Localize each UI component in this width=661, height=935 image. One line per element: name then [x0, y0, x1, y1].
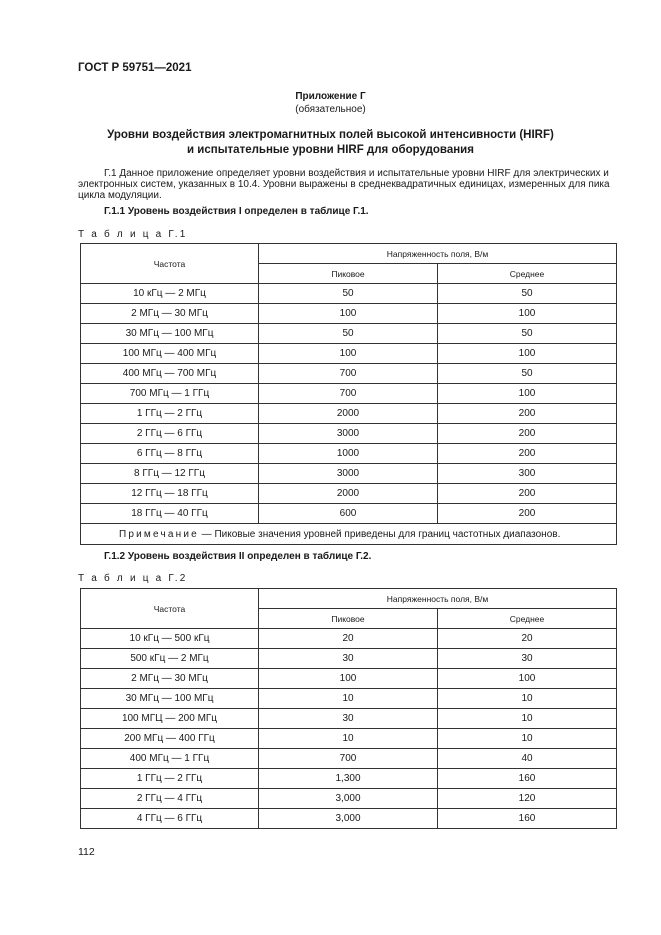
frequency-cell: 6 ГГц — 8 ГГц: [81, 444, 259, 464]
table-row: [81, 669, 617, 689]
frequency-cell: 8 ГГц — 12 ГГц: [81, 464, 259, 484]
average-cell: 200: [438, 484, 617, 504]
frequency-cell: 1 ГГц — 2 ГГц: [81, 769, 259, 789]
average-cell: 160: [438, 809, 617, 829]
page-number: 112: [78, 846, 95, 858]
average-cell: 200: [438, 444, 617, 464]
table1-header-frequency: Частота: [81, 244, 259, 284]
intro-line3: цикла модуляции.: [78, 190, 162, 201]
peak-cell: 2000: [259, 484, 438, 504]
peak-cell: 600: [259, 504, 438, 524]
average-cell: 200: [438, 404, 617, 424]
table-row: [81, 364, 617, 384]
table-row: [81, 324, 617, 344]
frequency-cell: 4 ГГц — 6 ГГц: [81, 809, 259, 829]
peak-cell: 100: [259, 344, 438, 364]
frequency-cell: 700 МГц — 1 ГГц: [81, 384, 259, 404]
frequency-cell: 30 МГц — 100 МГц: [81, 689, 259, 709]
table1-header-field-strength: Напряженность поля, В/м: [259, 244, 617, 264]
peak-cell: 20: [259, 629, 438, 649]
frequency-cell: 2 МГц — 30 МГц: [81, 304, 259, 324]
peak-cell: 3,000: [259, 789, 438, 809]
frequency-cell: 200 МГц — 400 ГГц: [81, 729, 259, 749]
intro-line1: Г.1 Данное приложение определяет уровни воздействия и испытательные уровни HIRF для электрических и: [104, 168, 609, 179]
table-row: [81, 404, 617, 424]
peak-cell: 3,000: [259, 809, 438, 829]
frequency-cell: 2 ГГц — 6 ГГц: [81, 424, 259, 444]
peak-cell: 10: [259, 689, 438, 709]
table-row: [81, 444, 617, 464]
peak-cell: 1,300: [259, 769, 438, 789]
average-cell: 20: [438, 629, 617, 649]
frequency-cell: 500 кГц — 2 МГц: [81, 649, 259, 669]
table-row: [81, 709, 617, 729]
table2-header-frequency: Частота: [81, 589, 259, 629]
table-row: [81, 629, 617, 649]
average-cell: 30: [438, 649, 617, 669]
average-cell: 50: [438, 284, 617, 304]
table-row: [81, 729, 617, 749]
frequency-cell: 30 МГц — 100 МГц: [81, 324, 259, 344]
peak-cell: 3000: [259, 424, 438, 444]
frequency-cell: 12 ГГц — 18 ГГц: [81, 484, 259, 504]
frequency-cell: 10 кГц — 2 МГц: [81, 284, 259, 304]
average-cell: 100: [438, 344, 617, 364]
average-cell: 10: [438, 729, 617, 749]
table1-header-peak: Пиковое: [259, 264, 438, 284]
peak-cell: 700: [259, 384, 438, 404]
table-row: [81, 789, 617, 809]
average-cell: 10: [438, 689, 617, 709]
peak-cell: 50: [259, 284, 438, 304]
table2-body: [81, 629, 617, 829]
table1-caption: Т а б л и ц а Г.1: [78, 229, 188, 240]
frequency-cell: 400 МГц — 700 МГц: [81, 364, 259, 384]
frequency-cell: 100 МГц — 400 МГц: [81, 344, 259, 364]
table1: [80, 243, 617, 545]
table-row: [81, 484, 617, 504]
table1-header-average: Среднее: [438, 264, 617, 284]
average-cell: 40: [438, 749, 617, 769]
table-row: [81, 649, 617, 669]
section1-heading: Г.1.1 Уровень воздействия I определен в таблице Г.1.: [104, 206, 369, 217]
peak-cell: 100: [259, 304, 438, 324]
average-cell: 200: [438, 504, 617, 524]
table2: [80, 588, 617, 829]
table-row: [81, 749, 617, 769]
peak-cell: 2000: [259, 404, 438, 424]
table-row: [81, 384, 617, 404]
frequency-cell: 1 ГГц — 2 ГГц: [81, 404, 259, 424]
appendix-title-line1: Уровни воздействия электромагнитных полей высокой интенсивности (HIRF): [107, 129, 554, 141]
frequency-cell: 10 кГц — 500 кГц: [81, 629, 259, 649]
frequency-cell: 2 ГГц — 4 ГГц: [81, 789, 259, 809]
table2-header-peak: Пиковое: [259, 609, 438, 629]
appendix-title-line2: и испытательные уровни HIRF для оборудования: [187, 144, 474, 156]
document-code: ГОСТ Р 59751—2021: [78, 62, 192, 74]
peak-cell: 700: [259, 749, 438, 769]
average-cell: 10: [438, 709, 617, 729]
appendix-label: Приложение Г: [295, 91, 366, 102]
average-cell: 100: [438, 304, 617, 324]
average-cell: 100: [438, 669, 617, 689]
frequency-cell: 18 ГГц — 40 ГГц: [81, 504, 259, 524]
table-row: [81, 769, 617, 789]
table-row: [81, 284, 617, 304]
frequency-cell: 100 МГЦ — 200 МГц: [81, 709, 259, 729]
table-row: [81, 809, 617, 829]
peak-cell: 10: [259, 729, 438, 749]
table2-header-field-strength: Напряженность поля, В/м: [259, 589, 617, 609]
table1-note-label: Примечание: [119, 528, 199, 540]
peak-cell: 30: [259, 649, 438, 669]
average-cell: 50: [438, 324, 617, 344]
table-row: [81, 304, 617, 324]
frequency-cell: 400 МГц — 1 ГГц: [81, 749, 259, 769]
table1-body: [81, 284, 617, 524]
table2-header-average: Среднее: [438, 609, 617, 629]
table-row: [81, 689, 617, 709]
appendix-status: (обязательное): [295, 104, 366, 115]
table-row: [81, 424, 617, 444]
peak-cell: 700: [259, 364, 438, 384]
table1-note: [81, 524, 617, 545]
table-row: [81, 464, 617, 484]
peak-cell: 30: [259, 709, 438, 729]
average-cell: 50: [438, 364, 617, 384]
average-cell: 120: [438, 789, 617, 809]
average-cell: 100: [438, 384, 617, 404]
intro-paragraph: [78, 168, 618, 201]
table-row: [81, 344, 617, 364]
average-cell: 300: [438, 464, 617, 484]
peak-cell: 1000: [259, 444, 438, 464]
peak-cell: 3000: [259, 464, 438, 484]
average-cell: 200: [438, 424, 617, 444]
average-cell: 160: [438, 769, 617, 789]
peak-cell: 50: [259, 324, 438, 344]
peak-cell: 100: [259, 669, 438, 689]
table1-note-text: — Пиковые значения уровней приведены для границ частотных диапазонов.: [198, 528, 561, 540]
table-row: [81, 504, 617, 524]
section2-heading: Г.1.2 Уровень воздействия II определен в таблице Г.2.: [104, 551, 372, 562]
intro-line2: электронных систем, указанных в 10.4. Уровни выражены в среднеквадратичных единицах, измеренных для пика: [78, 179, 610, 190]
table2-caption: Т а б л и ц а Г.2: [78, 573, 188, 584]
frequency-cell: 2 МГц — 30 МГц: [81, 669, 259, 689]
